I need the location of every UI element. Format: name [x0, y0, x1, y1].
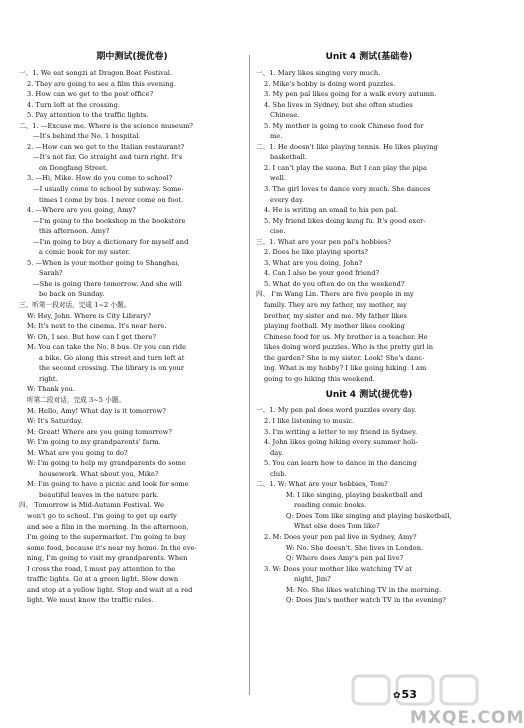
answer-line: some food, because it's near my home. In the eve-	[27, 543, 197, 552]
page-number	[393, 688, 417, 701]
answer-line: cise.	[270, 227, 286, 236]
answer-line: M: Hello, Amy! What day is it tomorrow?	[27, 406, 166, 415]
answer-line: W: No. She doesn't. She lives in London.	[286, 543, 424, 552]
answer-line: 3. W: Does your mother like watching TV at	[264, 564, 412, 573]
answer-line: 2. —How can we get to the Italian restaurant?	[27, 142, 185, 151]
answer-line: Q: Where does Amy's pen pal live?	[286, 554, 404, 563]
answer-line: Chinese food for us. My brother is a teacher. He	[264, 332, 428, 341]
answer-line: be back on Sunday.	[39, 290, 105, 299]
answer-line: W: It's Saturday.	[27, 417, 83, 426]
answer-line: the second crossing. The library is on your	[39, 364, 185, 373]
answer-line: housework. What about you, Mike?	[39, 469, 159, 478]
answer-line: reading comic books.	[294, 501, 367, 510]
answer-line: 三、1. What are your pen pal's hobbies?	[256, 237, 392, 246]
answer-line: ing. What is my hobby? I like going hiking. I am	[264, 364, 427, 373]
left-answer-list	[19, 68, 245, 606]
answer-line: W: Hey, John. Where is City Library?	[27, 311, 151, 320]
answer-line: What else does Tom like?	[294, 522, 380, 531]
answer-line: Sarah?	[39, 269, 63, 278]
answer-line: 5. My mother is going to cook Chinese food for	[264, 121, 424, 130]
answer-line: W: I'm going to help my grandparents do some	[27, 459, 186, 468]
answer-line: —I usually come to school by subway. Some-	[33, 185, 184, 194]
right-answer-list	[256, 68, 482, 384]
answer-line: 4. She lives in Sydney, but she often studies	[264, 100, 413, 109]
answer-line: family. They are my father, my mother, my	[264, 301, 407, 310]
page-number-value: 53	[401, 688, 417, 701]
right-answer-list-2	[256, 405, 482, 605]
answer-line: M: I'm going to have a picnic and look for some	[27, 480, 189, 489]
answer-line: ning, I'm going to visit my grandparents. When	[27, 554, 188, 563]
answer-line: 听第二段对话，完成 3~5 小题。	[27, 395, 126, 404]
answer-line: Chinese.	[270, 111, 300, 120]
answer-line: 3. My pen pal likes going for a walk every autumn.	[264, 90, 437, 99]
section-title-midterm: 期中测试(提优卷)	[96, 52, 168, 62]
answer-line: —She is going there tomorrow. And she will	[33, 279, 182, 288]
answer-line: 4. Can I also be your good friend?	[264, 269, 380, 278]
answer-line: won't go to school. I'm going to get up early	[27, 511, 177, 520]
watermark-text: MXQE.COM	[410, 708, 524, 728]
answer-line: this afternoon. Amy?	[39, 227, 110, 236]
answer-line: M: Great! Where are you going tomorrow?	[27, 427, 173, 436]
answer-line: the garden? She is my sister. Look! She's danc-	[264, 353, 425, 362]
answer-line: W: I'm going to my grandparents' farm.	[27, 438, 161, 447]
answer-line: 2. I can't play the suona. But I can play the pipa	[264, 163, 427, 172]
answer-line: M: No. She likes watching TV in the morning.	[286, 585, 442, 594]
answer-line: beautiful leaves in the nature park.	[39, 490, 159, 499]
answer-line: 2. They are going to see a film this evening.	[27, 79, 176, 88]
answer-line: playing football. My mother likes cooking	[264, 322, 405, 331]
page-deco-icon: ✿	[393, 691, 401, 701]
answer-line: 一、1. Mary likes singing very much.	[256, 69, 381, 77]
answer-line: right.	[39, 374, 58, 383]
answer-line: —It's not far. Go straight and turn right. It's	[33, 153, 183, 162]
answer-line: basketball.	[270, 153, 308, 162]
answer-line: day.	[270, 448, 284, 457]
section-title-unit4-advanced: Unit 4 测试(提优卷)	[325, 390, 413, 401]
answer-line: night, Jim?	[294, 575, 331, 584]
answer-line: 2. M: Does your pen pal live in Sydney, Amy?	[264, 532, 417, 541]
answer-line: 3. What are you doing, John?	[264, 258, 363, 267]
answer-line: —I'm going to buy a dictionary for myself and	[33, 237, 189, 246]
answer-line: M: It's next to the cinema. It's near here.	[27, 322, 167, 331]
answer-line: M: I like singing, playing basketball and	[286, 490, 423, 499]
answer-line: 3. How can we get to the post office?	[27, 90, 154, 99]
answer-line: every day.	[270, 195, 305, 204]
answer-line: 4. John likes going hiking every summer holi-	[264, 438, 418, 447]
answer-line: 5. —When is your mother going to Shanghai,	[27, 258, 180, 267]
answer-line: —It's behind the No. 1 hospital.	[33, 132, 141, 141]
answer-line: going to go hiking this weekend.	[264, 374, 375, 383]
answer-line: W: Thank you.	[27, 385, 76, 394]
answer-line: 3. I'm writing a letter to my friend in Sydney.	[264, 427, 418, 436]
section-title-unit4-basic: Unit 4 测试(基础卷)	[325, 52, 413, 62]
answer-line: Q: Does Tom like singing and playing basketball,	[286, 511, 452, 520]
answer-line: and see a film in the morning. In the afternoon,	[27, 522, 189, 531]
answer-line: likes doing word puzzles. Who is the pretty girl in	[264, 343, 434, 352]
answer-line: 3. —Hi, Mike. How do you come to school?	[27, 174, 173, 183]
answer-line: me.	[270, 132, 283, 141]
answer-line: light. We must know the traffic rules.	[27, 596, 154, 605]
answer-line: —I'm going to the bookshop in the bookstore	[33, 216, 186, 225]
answer-line: times I come by bus. I never come on foot.	[39, 195, 184, 204]
answer-line: 一、1. My pen pal does word puzzles every day.	[256, 406, 417, 415]
answer-line: W: Oh, I see. But how can I get there?	[27, 332, 157, 341]
answer-line: a bike. Go along this street and turn left at	[39, 353, 185, 362]
answer-line: 四、 Tomorrow is Mid-Autumn Festival. We	[19, 501, 165, 510]
answer-line: 4. —Where are you going, Amy?	[27, 206, 136, 215]
left-column	[19, 0, 245, 606]
answer-line: 3. The girl loves to dance very much. She dances	[264, 185, 431, 194]
answer-line: M: What are you going to do?	[27, 448, 128, 457]
answer-line: brother, my sister and me. My father likes	[264, 311, 407, 320]
answer-line: I cross the road, I must pay attention to the	[27, 564, 176, 573]
answer-line: M: You can take the No. 8 bus. Or you can ride	[27, 343, 187, 352]
answer-line: 四、 I'm Wang Lin. There are five people in my	[256, 290, 414, 299]
answer-line: a comic book for my sister.	[39, 248, 131, 257]
answer-line: 5. You can learn how to dance in the dancing	[264, 459, 417, 468]
answer-line: I'm going to the supermarket. I'm going to buy	[27, 533, 187, 542]
answer-line: 2. I like listening to music.	[264, 416, 355, 425]
answer-line: 5. What do you often do on the weekend?	[264, 279, 405, 288]
answer-line: 一、1. We eat songzi at Dragon Boat Festival.	[19, 69, 173, 77]
answer-line: traffic lights. Go at a green light. Slow down	[27, 575, 179, 584]
answer-line: 4. He is writing an email to his pen pal.	[264, 206, 399, 215]
answer-line: well.	[270, 174, 287, 183]
answer-line: 5. My friend likes doing kung fu. It's good exer-	[264, 216, 426, 225]
answer-line: 二、1. —Excuse me. Where is the science museum?	[19, 121, 194, 130]
answer-line: club.	[270, 469, 287, 478]
answer-line: 2. Mike's hobby is doing word puzzles.	[264, 79, 396, 88]
answer-line: 2. Does he like playing sports?	[264, 248, 368, 257]
answer-line: on Dongfang Street.	[39, 163, 108, 172]
answer-line: 二、1. W: What are your hobbies, Tom?	[256, 480, 388, 489]
answer-line: Q: Does Jim's mother watch TV in the evening?	[286, 596, 446, 605]
column-divider	[249, 55, 250, 695]
answer-line: 4. Turn left at the crossing.	[27, 100, 120, 109]
answer-line: 三、听第一段对话，完成 1~2 小题。	[19, 301, 131, 310]
answer-line: and stop at a yellow light. Stop and wait at a red	[27, 585, 193, 594]
answer-line: 5. Pay attention to the traffic lights.	[27, 111, 149, 120]
answer-line: 二、1. He doesn't like playing tennis. He likes playing	[256, 142, 438, 151]
right-column	[256, 0, 482, 606]
